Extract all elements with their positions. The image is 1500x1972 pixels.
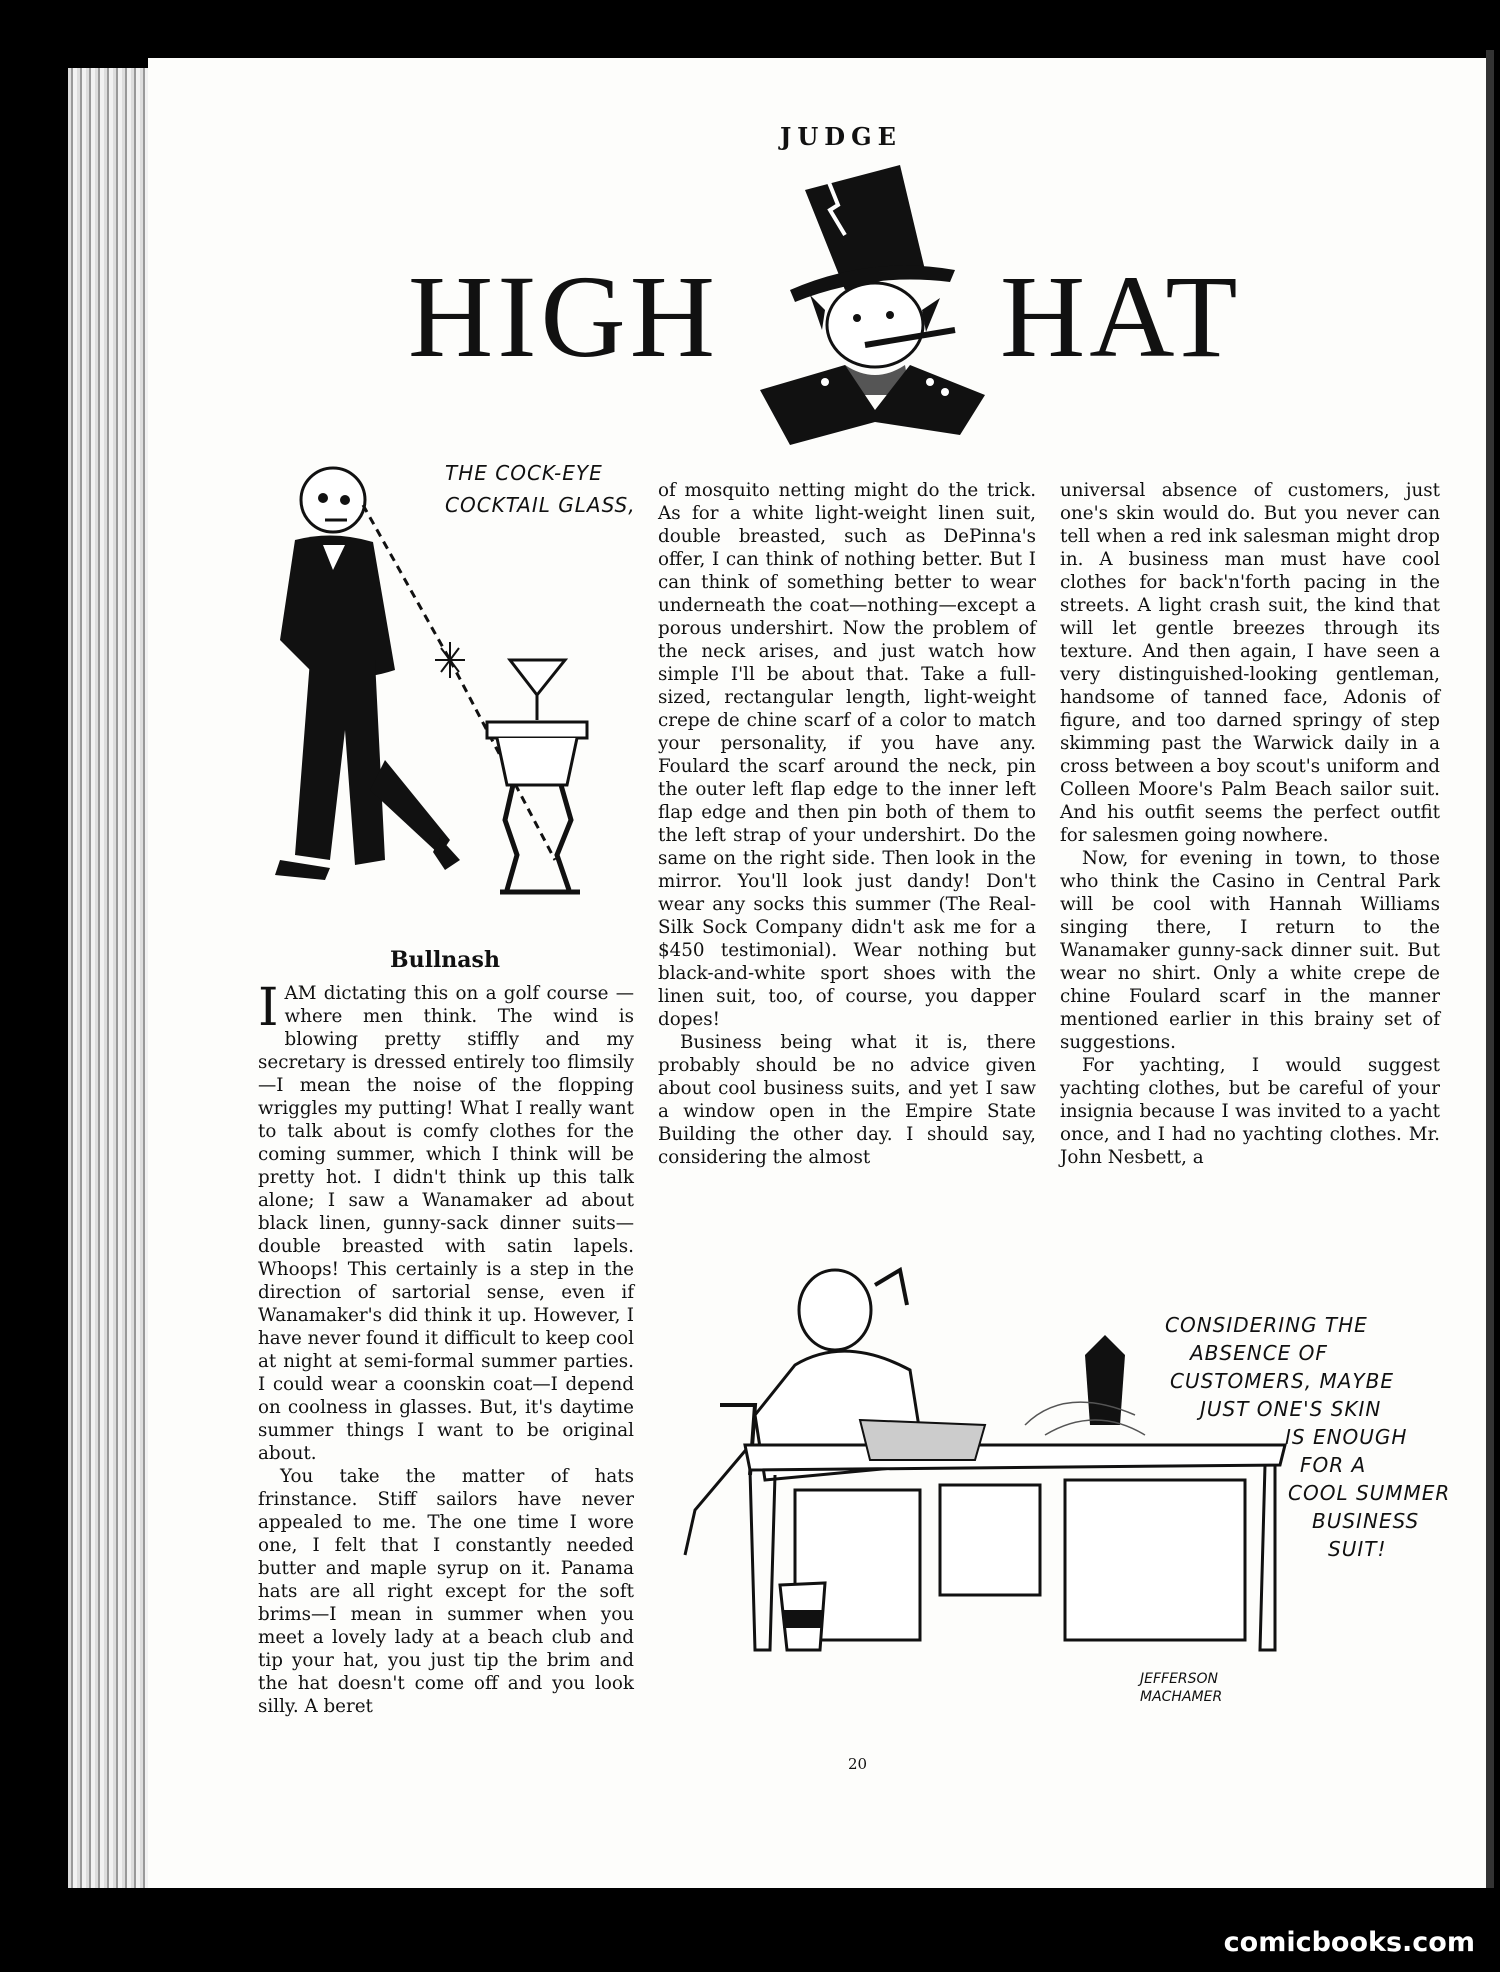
desk-caption-line-9: SUIT! <box>1328 1537 1387 1561</box>
signature-line-2: MACHAMER <box>1140 1689 1223 1705</box>
high-hat-mascot-illustration <box>750 160 990 450</box>
page-number: 20 <box>848 1755 868 1773</box>
article-column-1 <box>258 978 634 1718</box>
facing-page-edge <box>1486 50 1494 1888</box>
col1-paragraph-2: You take the matter of hats frinstance. Stiff sailors have never appealed to me. The one time I wore one, I felt that I constantly needed butter and maple syrup on it. Panama hats are all right except for the soft brims—I mean in summer when you meet a lovely lady at a beach club and tip your hat, you just tip the brim and the hat doesn't come off and you look silly. A beret <box>258 1466 634 1717</box>
title-left-word: HIGH <box>408 251 719 382</box>
signature-line-1: JEFFERSON <box>1140 1671 1219 1687</box>
cocktail-caption-line-2: COCKTAIL GLASS, <box>445 493 636 517</box>
article-column-3 <box>1060 479 1440 1169</box>
page-stack-edges <box>68 68 158 1888</box>
desk-caption-line-2: ABSENCE OF <box>1190 1341 1328 1365</box>
article-column-2 <box>658 479 1036 1169</box>
desk-caption-line-1: CONSIDERING THE <box>1165 1313 1368 1337</box>
article-heading: Bullnash <box>390 947 500 973</box>
magazine-name: JUDGE <box>780 122 902 151</box>
title-right-word: HAT <box>1000 251 1242 382</box>
desk-caption-line-5: IS ENOUGH <box>1285 1425 1408 1449</box>
tuxedo-man-cartoon <box>255 460 585 930</box>
artist-signature <box>1140 1670 1222 1706</box>
desk-caption-line-3: CUSTOMERS, MAYBE <box>1170 1369 1394 1393</box>
col3-paragraph-1: universal absence of customers, just one's skin would do. But you never can tell when a red ink salesman might drop in. A business man must have cool clothes for back'n'forth pacing in the streets. A light crash suit, the kind that will let gentle breezes through its texture. And then again, I have seen a very distinguished-looking gentleman, handsome of tanned face, Adonis of figure, and too darned springy of step skimming past the Warwick daily in a cross between a boy scout's uniform and Colleen Moore's Palm Beach sailor suit. And his outfit seems the perfect outfit for salesmen going nowhere. <box>1060 480 1440 846</box>
col3-paragraph-3: For yachting, I would suggest yachting clothes, but be careful of your insignia because I was invited to a yacht once, and I had no yachting clothes. Mr. John Nesbett, a <box>1060 1055 1440 1168</box>
desk-caption-line-4: JUST ONE'S SKIN <box>1200 1397 1382 1421</box>
col2-paragraph-2: Business being what it is, there probably should be no advice given about cool business suits, and yet I saw a window open in the Empire State Building the other day. I should say, considering the almost <box>658 1032 1036 1168</box>
col3-paragraph-2: Now, for evening in town, to those who think the Casino in Central Park will be cool with Hannah Williams singing there, I return to the Wanamaker gunny-sack dinner suit. But wear no shirt. Only a white crepe de chine Foulard scarf in the manner mentioned earlier in this brainy set of suggestions. <box>1060 848 1440 1053</box>
desk-caption-line-7: COOL SUMMER <box>1288 1481 1451 1505</box>
col2-paragraph-1: of mosquito netting might do the trick. As for a white light-weight linen suit, double breasted, such as DePinna's offer, I can think of nothing better. But I can think of something better to wear underneath the coat—nothing—except a porous undershirt. Now the problem of the neck arises, and just watch how simple I'll be about that. Take a full-sized, rectangular length, light-weight crepe de chine scarf of a color to match your personality, if you have any. Foulard the scarf around the neck, pin the outer left flap edge to the inner left flap edge and then pin both of them to the left strap of your undershirt. Do the same on the right side. Then look in the mirror. You'll look just dandy! Don't wear any socks this summer (The Real-Silk Sock Company didn't ask me for a $450 testimonial). Wear nothing but black-and-white sport shoes with the linen suit, too, of course, you dapper dopes! <box>658 480 1036 1030</box>
desk-caption-line-8: BUSINESS <box>1312 1509 1420 1533</box>
site-watermark: comicbooks.com <box>1223 1927 1475 1958</box>
desk-caption-line-6: FOR A <box>1300 1453 1367 1477</box>
col1-paragraph-1: AM dictating this on a golf course —where men think. The wind is blowing pretty stiffly and my secretary is dressed entirely too flimsily—I mean the noise of the flopping wriggles my putting! What I really want to talk about is comfy clothes for the coming summer, which I think will be pretty hot. I didn't think up this talk alone; I saw a Wanamaker ad about black linen, gunny-sack dinner suits—double breasted with satin lapels. Whoops! This certainly is a step in the direction of sartorial sense, even if Wanamaker's did think it up. However, I have never found it difficult to keep cool at night at semi-formal summer parties. I could wear a coonskin coat—I depend on coolness in glasses. But, it's daytime summer things I want to be original about. <box>258 983 634 1464</box>
cocktail-caption-line-1: THE COCK-EYE <box>445 461 603 485</box>
drop-cap: I <box>258 978 279 1038</box>
